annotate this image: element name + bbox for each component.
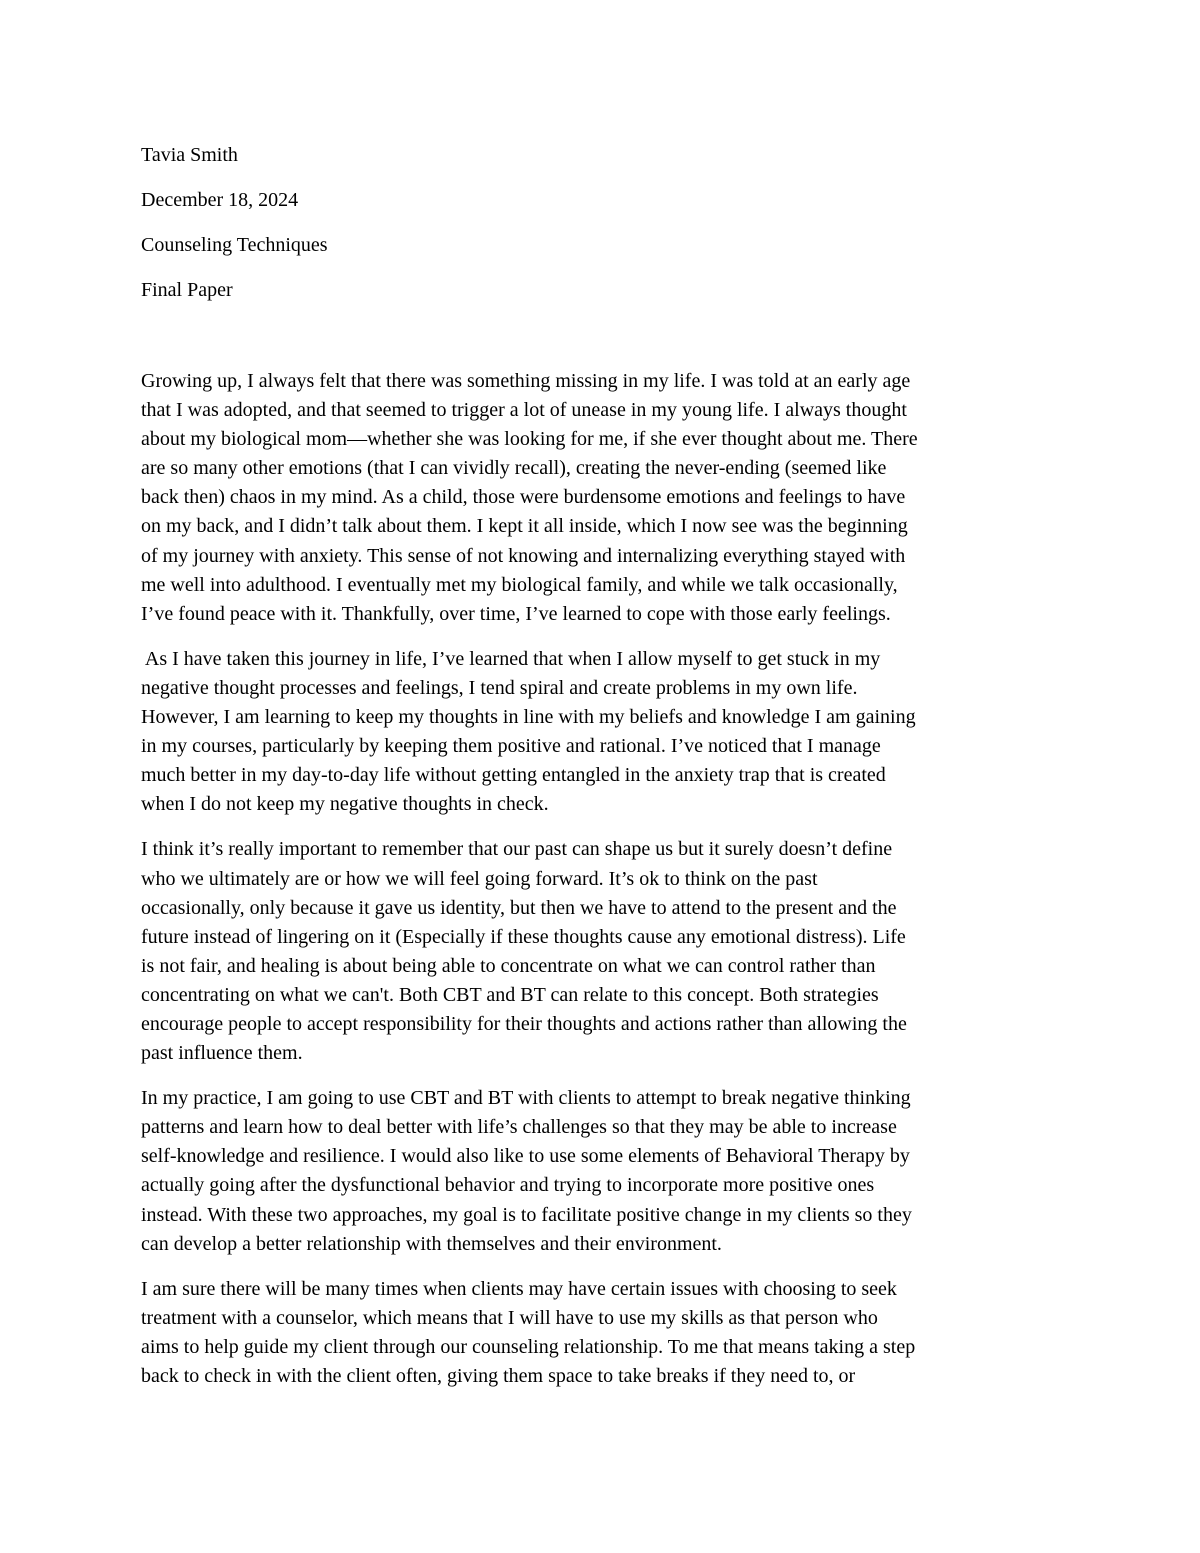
text-line: actually going after the dysfunctional behavior and trying to incorporate more positive ones [141,1174,875,1197]
text-line: instead. With these two approaches, my goal is to facilitate positive change in my clients so they [141,1203,912,1226]
text-line: occasionally, only because it gave us identity, but then we have to attend to the present and the [141,896,897,919]
text-line: back to check in with the client often, giving them space to take breaks if they need to, or [141,1365,856,1387]
text-line: who we ultimately are or how we will feel going forward. It’s ok to think on the past [141,867,818,890]
text-line: of my journey with anxiety. This sense of not knowing and internalizing everything stayed with [141,544,906,567]
text-line: future instead of lingering on it (Especially if these thoughts cause any emotional distress). Life [141,925,906,948]
text-line: that I was adopted, and that seemed to trigger a lot of unease in my young life. I always thought [141,399,907,422]
text-line: I am sure there will be many times when clients may have certain issues with choosing to seek [141,1277,897,1300]
text-line: I think it’s really important to remember that our past can shape us but it surely doesn’t define [141,838,893,861]
text-line: concentrating on what we can't. Both CBT and BT can relate to this concept. Both strategies [141,983,879,1006]
text-line: is not fair, and healing is about being able to concentrate on what we can control rather than [141,954,876,977]
text-line: when I do not keep my negative thoughts in check. [141,793,549,816]
paragraph-3 [141,835,1061,1068]
text-line: on my back, and I didn’t talk about them. I kept it all inside, which I now see was the beginning [141,515,908,538]
text-line: back then) chaos in my mind. As a child, those were burdensome emotions and feelings to have [141,486,906,509]
text-line: in my courses, particularly by keeping them positive and rational. I’ve noticed that I manage [141,735,881,758]
text-line: past influence them. [141,1042,303,1065]
text-line: In my practice, I am going to use CBT and BT with clients to attempt to break negative thinking [141,1087,911,1110]
text-line: As I have taken this journey in life, I’ve learned that when I allow myself to get stuck in my [141,647,881,670]
paragraph-1 [141,367,1061,629]
author-name: Tavia Smith [141,144,238,166]
text-line: self-knowledge and resilience. I would also like to use some elements of Behavioral Therapy by [141,1145,910,1168]
paragraph-2 [141,645,1061,820]
paragraph-5 [141,1275,1061,1391]
text-line: encourage people to accept responsibility for their thoughts and actions rather than allowing the [141,1012,907,1035]
text-line: I’ve found peace with it. Thankfully, over time, I’ve learned to cope with those early feelings. [141,602,891,625]
text-line: much better in my day-to-day life without getting entangled in the anxiety trap that is created [141,764,886,787]
text-line: about my biological mom—whether she was looking for me, if she ever thought about me. There [141,428,918,451]
paper-body [141,367,1061,1407]
text-line: treatment with a counselor, which means that I will have to use my skills as that person who [141,1306,878,1329]
text-line: negative thought processes and feelings, I tend spiral and create problems in my own life. [141,676,858,699]
text-line: aims to help guide my client through our counseling relationship. To me that means taking a step [141,1335,916,1358]
text-line: are so many other emotions (that I can vividly recall), creating the never-ending (seemed like [141,457,887,480]
text-line: patterns and learn how to deal better with life’s challenges so that they may be able to increase [141,1116,897,1139]
text-line: Growing up, I always felt that there was something missing in my life. I was told at an early age [141,370,911,392]
paper-header [141,141,1061,321]
text-line: However, I am learning to keep my thoughts in line with my beliefs and knowledge I am gaining [141,706,916,729]
text-line: can develop a better relationship with themselves and their environment. [141,1232,722,1255]
text-line: me well into adulthood. I eventually met my biological family, and while we talk occasionally, [141,573,898,596]
paragraph-4 [141,1084,1061,1259]
assignment-title: Final Paper [141,279,233,301]
course-name: Counseling Techniques [141,234,328,256]
document-page [141,0,1061,1553]
paper-date: December 18, 2024 [141,189,299,211]
